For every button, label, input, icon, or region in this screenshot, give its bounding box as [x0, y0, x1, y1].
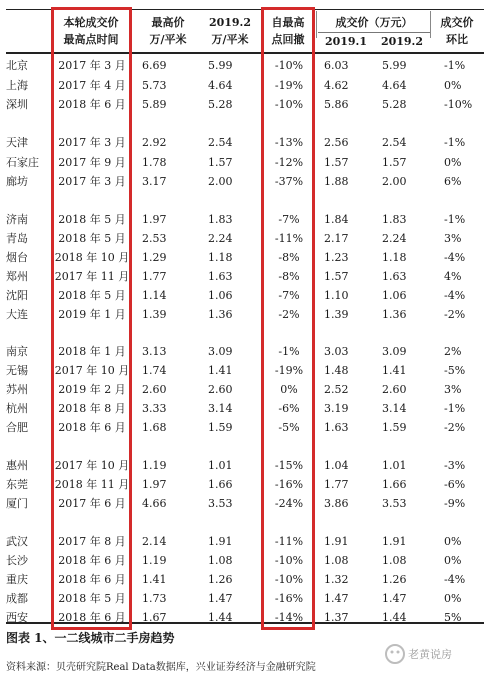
cell-deal-2019-2: 1.26: [382, 573, 407, 586]
cell-peak-time: 2018 年 6 月: [58, 611, 126, 624]
cell-city: 无锡: [6, 364, 28, 377]
cell-deal-2019-1: 1.91: [324, 535, 349, 548]
watermark: [382, 637, 486, 671]
cell-feb-price: 3.09: [208, 345, 233, 358]
cell-deal-2019-1: 2.52: [324, 383, 349, 396]
cell-feb-price: 1.47: [208, 592, 233, 605]
cell-city: 武汉: [6, 535, 28, 548]
cell-deal-2019-1: 1.23: [324, 251, 349, 264]
cell-max-price: 1.73: [142, 592, 167, 605]
header-feb-price-line2: 万/平米: [211, 33, 249, 46]
cell-feb-price: 5.28: [208, 98, 233, 111]
cell-city: 郑州: [6, 270, 28, 283]
cell-deal-2019-1: 1.37: [324, 611, 349, 624]
cell-feb-price: 4.64: [208, 79, 233, 92]
cell-deal-2019-1: 1.77: [324, 478, 349, 491]
cell-max-price: 3.33: [142, 402, 167, 415]
cell-deal-2019-2: 1.91: [382, 535, 407, 548]
header-drawdown-line1: 自最高: [271, 16, 305, 29]
cell-max-price: 2.92: [142, 136, 167, 149]
cell-deal-2019-1: 1.47: [324, 592, 349, 605]
cell-feb-price: 1.91: [208, 535, 233, 548]
cell-deal-2019-2: 1.18: [382, 251, 407, 264]
cell-deal-2019-1: 1.57: [324, 270, 349, 283]
cell-city: 深圳: [6, 98, 28, 111]
cell-max-price: 3.13: [142, 345, 167, 358]
cell-max-price: 1.97: [142, 478, 167, 491]
cell-city: 大连: [6, 308, 28, 321]
cell-peak-time: 2017 年 8 月: [58, 535, 126, 548]
cell-deal-2019-1: 3.86: [324, 497, 349, 510]
cell-mom: -1%: [444, 136, 466, 149]
cell-deal-2019-2: 1.08: [382, 554, 407, 567]
cell-feb-price: 1.01: [208, 459, 233, 472]
cell-city: 廊坊: [6, 175, 28, 188]
cell-peak-time: 2018 年 11 月: [54, 478, 130, 491]
cell-peak-time: 2017 年 10 月: [54, 459, 130, 472]
header-max-price-line1: 最高价: [151, 16, 185, 29]
header-feb-price-line1: 2019.2: [208, 16, 252, 29]
cell-peak-time: 2018 年 10 月: [54, 251, 130, 264]
cell-max-price: 1.41: [142, 573, 167, 586]
cell-drawdown: -8%: [278, 270, 300, 283]
cell-peak-time: 2018 年 5 月: [58, 289, 126, 302]
cell-mom: -4%: [444, 251, 466, 264]
cell-max-price: 5.89: [142, 98, 167, 111]
cell-city: 杭州: [6, 402, 28, 415]
cell-max-price: 6.69: [142, 59, 167, 72]
cell-deal-2019-2: 3.53: [382, 497, 407, 510]
cell-deal-2019-1: 6.03: [324, 59, 349, 72]
cell-feb-price: 1.44: [208, 611, 233, 624]
cell-max-price: 1.39: [142, 308, 167, 321]
cell-drawdown: -19%: [274, 79, 304, 92]
cell-deal-2019-2: 1.63: [382, 270, 407, 283]
cell-drawdown: -14%: [274, 611, 304, 624]
cell-mom: -2%: [444, 308, 466, 321]
cell-deal-2019-2: 1.36: [382, 308, 407, 321]
cell-deal-2019-2: 1.47: [382, 592, 407, 605]
cell-deal-2019-2: 2.60: [382, 383, 407, 396]
cell-drawdown: -10%: [274, 573, 304, 586]
cell-city: 济南: [6, 213, 28, 226]
cell-max-price: 1.68: [142, 421, 167, 434]
cell-deal-2019-1: 2.17: [324, 232, 349, 245]
cell-peak-time: 2017 年 6 月: [58, 497, 126, 510]
cell-max-price: 1.78: [142, 156, 167, 169]
cell-deal-2019-1: 1.84: [324, 213, 349, 226]
cell-peak-time: 2017 年 9 月: [58, 156, 126, 169]
cell-deal-2019-2: 2.00: [382, 175, 407, 188]
cell-mom: 3%: [444, 383, 462, 396]
cell-drawdown: -15%: [274, 459, 304, 472]
cell-mom: -10%: [444, 98, 473, 111]
cell-drawdown: -6%: [278, 402, 300, 415]
cell-mom: -2%: [444, 421, 466, 434]
cell-max-price: 1.19: [142, 554, 167, 567]
cell-max-price: 1.97: [142, 213, 167, 226]
cell-deal-2019-2: 4.64: [382, 79, 407, 92]
cell-drawdown: -2%: [278, 308, 300, 321]
cell-feb-price: 1.36: [208, 308, 233, 321]
cell-feb-price: 1.63: [208, 270, 233, 283]
cell-drawdown: -16%: [274, 592, 304, 605]
cell-deal-2019-2: 3.09: [382, 345, 407, 358]
cell-drawdown: -1%: [278, 345, 300, 358]
source-note: 资料来源：贝壳研究院Real Data数据库，兴业证券经济与金融研究院: [6, 662, 316, 673]
cell-feb-price: 2.24: [208, 232, 233, 245]
cell-peak-time: 2018 年 5 月: [58, 213, 126, 226]
cell-city: 长沙: [6, 554, 28, 567]
cell-feb-price: 3.14: [208, 402, 233, 415]
cell-city: 惠州: [6, 459, 28, 472]
cell-peak-time: 2018 年 6 月: [58, 421, 126, 434]
cell-peak-time: 2017 年 3 月: [58, 136, 126, 149]
cell-peak-time: 2017 年 11 月: [54, 270, 130, 283]
cell-feb-price: 5.99: [208, 59, 233, 72]
cell-deal-2019-2: 3.14: [382, 402, 407, 415]
cell-drawdown: -13%: [274, 136, 304, 149]
cell-deal-2019-1: 1.88: [324, 175, 349, 188]
cell-deal-2019-1: 5.86: [324, 98, 349, 111]
highlight-box-peak-time: [51, 7, 132, 630]
cell-peak-time: 2017 年 3 月: [58, 59, 126, 72]
cell-drawdown: -7%: [278, 213, 300, 226]
cell-mom: 0%: [444, 535, 462, 548]
cell-peak-time: 2019 年 2 月: [58, 383, 126, 396]
cell-deal-2019-1: 1.63: [324, 421, 349, 434]
cell-peak-time: 2018 年 5 月: [58, 592, 126, 605]
cell-mom: -1%: [444, 59, 466, 72]
header-deal-2019-2: 2019.2: [380, 35, 424, 48]
cell-drawdown: 0%: [280, 383, 298, 396]
subheader-rule: [318, 32, 430, 33]
cell-mom: -5%: [444, 364, 466, 377]
cell-deal-2019-1: 4.62: [324, 79, 349, 92]
cell-deal-2019-1: 1.10: [324, 289, 349, 302]
cell-peak-time: 2018 年 6 月: [58, 573, 126, 586]
cell-drawdown: -11%: [274, 535, 304, 548]
highlight-box-drawdown: [261, 7, 315, 630]
cell-drawdown: -7%: [278, 289, 300, 302]
cell-feb-price: 1.83: [208, 213, 233, 226]
cell-feb-price: 2.60: [208, 383, 233, 396]
cell-max-price: 3.17: [142, 175, 167, 188]
header-peak-time-line2: 最高点时间: [63, 33, 119, 46]
cell-drawdown: -10%: [274, 98, 304, 111]
cell-city: 沈阳: [6, 289, 28, 302]
cell-city: 重庆: [6, 573, 28, 586]
cell-peak-time: 2017 年 10 月: [54, 364, 130, 377]
cell-drawdown: -37%: [274, 175, 304, 188]
cell-deal-2019-1: 1.48: [324, 364, 349, 377]
cell-mom: -1%: [444, 213, 466, 226]
cell-deal-2019-1: 3.19: [324, 402, 349, 415]
cell-deal-2019-2: 1.41: [382, 364, 407, 377]
cell-max-price: 5.73: [142, 79, 167, 92]
cell-feb-price: 3.53: [208, 497, 233, 510]
cell-feb-price: 2.00: [208, 175, 233, 188]
cell-max-price: 1.14: [142, 289, 167, 302]
cell-drawdown: -8%: [278, 251, 300, 264]
cell-feb-price: 1.08: [208, 554, 233, 567]
cell-peak-time: 2018 年 6 月: [58, 554, 126, 567]
cell-deal-2019-2: 5.28: [382, 98, 407, 111]
cell-feb-price: 1.59: [208, 421, 233, 434]
cell-mom: 0%: [444, 156, 462, 169]
cell-drawdown: -16%: [274, 478, 304, 491]
cell-city: 青岛: [6, 232, 28, 245]
header-mom: [432, 14, 482, 48]
cell-deal-2019-1: 1.57: [324, 156, 349, 169]
header-deal-price: 成交价（万元）: [335, 16, 413, 29]
cell-feb-price: 2.54: [208, 136, 233, 149]
watermark-text: 老黄说房: [408, 648, 452, 661]
header-deal-2019-1: 2019.1: [324, 35, 368, 48]
header-divider: [316, 11, 317, 38]
cell-max-price: 1.67: [142, 611, 167, 624]
cell-city: 成都: [6, 592, 28, 605]
cell-mom: 4%: [444, 270, 462, 283]
cell-peak-time: 2017 年 3 月: [58, 175, 126, 188]
cell-mom: 6%: [444, 175, 462, 188]
cell-max-price: 2.53: [142, 232, 167, 245]
cell-deal-2019-1: 1.04: [324, 459, 349, 472]
cell-drawdown: -11%: [274, 232, 304, 245]
cell-deal-2019-1: 1.08: [324, 554, 349, 567]
cell-city: 厦门: [6, 497, 28, 510]
cell-drawdown: -19%: [274, 364, 304, 377]
cell-city: 北京: [6, 59, 28, 72]
cell-feb-price: 1.66: [208, 478, 233, 491]
cell-mom: 0%: [444, 554, 462, 567]
cell-peak-time: 2018 年 1 月: [58, 345, 126, 358]
cell-max-price: 1.19: [142, 459, 167, 472]
header-divider: [430, 11, 431, 38]
cell-deal-2019-1: 3.03: [324, 345, 349, 358]
cell-mom: 0%: [444, 592, 462, 605]
cell-city: 天津: [6, 136, 28, 149]
cell-peak-time: 2019 年 1 月: [58, 308, 126, 321]
cell-deal-2019-2: 1.44: [382, 611, 407, 624]
cell-deal-2019-2: 1.83: [382, 213, 407, 226]
header-feb-price: [200, 14, 260, 48]
header-mom-line1: 成交价: [440, 16, 474, 29]
cell-mom: 0%: [444, 79, 462, 92]
cell-max-price: 1.74: [142, 364, 167, 377]
cell-peak-time: 2018 年 6 月: [58, 98, 126, 111]
cell-peak-time: 2018 年 5 月: [58, 232, 126, 245]
cell-deal-2019-2: 1.06: [382, 289, 407, 302]
cell-mom: -4%: [444, 289, 466, 302]
header-mom-line2: 环比: [446, 33, 468, 46]
cell-peak-time: 2018 年 8 月: [58, 402, 126, 415]
cell-max-price: 4.66: [142, 497, 167, 510]
header-max-price-line2: 万/平米: [149, 33, 187, 46]
cell-feb-price: 1.57: [208, 156, 233, 169]
cell-drawdown: -10%: [274, 59, 304, 72]
cell-city: 西安: [6, 611, 28, 624]
cell-deal-2019-2: 2.24: [382, 232, 407, 245]
cell-drawdown: -10%: [274, 554, 304, 567]
cell-mom: -3%: [444, 459, 466, 472]
cell-city: 烟台: [6, 251, 28, 264]
cell-max-price: 1.77: [142, 270, 167, 283]
cell-city: 南京: [6, 345, 28, 358]
cell-city: 上海: [6, 79, 28, 92]
cell-deal-2019-2: 1.01: [382, 459, 407, 472]
cell-max-price: 1.29: [142, 251, 167, 264]
cell-mom: 5%: [444, 611, 462, 624]
figure-caption: 图表 1、一二线城市二手房趋势: [6, 631, 175, 645]
cell-feb-price: 1.18: [208, 251, 233, 264]
header-drawdown-line2: 点回撤: [271, 33, 305, 46]
cell-mom: 2%: [444, 345, 462, 358]
cell-deal-2019-1: 2.56: [324, 136, 349, 149]
cell-deal-2019-2: 1.57: [382, 156, 407, 169]
cell-deal-2019-1: 1.32: [324, 573, 349, 586]
cell-feb-price: 1.26: [208, 573, 233, 586]
cell-deal-2019-2: 5.99: [382, 59, 407, 72]
cell-deal-2019-1: 1.39: [324, 308, 349, 321]
cell-city: 合肥: [6, 421, 28, 434]
cell-max-price: 2.14: [142, 535, 167, 548]
cell-max-price: 2.60: [142, 383, 167, 396]
cell-deal-2019-2: 1.59: [382, 421, 407, 434]
cell-city: 东莞: [6, 478, 28, 491]
cell-mom: -1%: [444, 402, 466, 415]
cell-deal-2019-2: 1.66: [382, 478, 407, 491]
cell-drawdown: -24%: [274, 497, 304, 510]
cell-mom: -6%: [444, 478, 466, 491]
cell-drawdown: -5%: [278, 421, 300, 434]
cell-mom: -4%: [444, 573, 466, 586]
header-max-price: [140, 14, 196, 48]
header-peak-time-line1: 本轮成交价: [63, 16, 119, 29]
cell-feb-price: 1.06: [208, 289, 233, 302]
cell-mom: 3%: [444, 232, 462, 245]
cell-city: 石家庄: [6, 156, 39, 169]
cell-feb-price: 1.41: [208, 364, 233, 377]
cell-deal-2019-2: 2.54: [382, 136, 407, 149]
cell-city: 苏州: [6, 383, 28, 396]
cell-drawdown: -12%: [274, 156, 304, 169]
cell-peak-time: 2017 年 4 月: [58, 79, 126, 92]
cell-mom: -9%: [444, 497, 466, 510]
